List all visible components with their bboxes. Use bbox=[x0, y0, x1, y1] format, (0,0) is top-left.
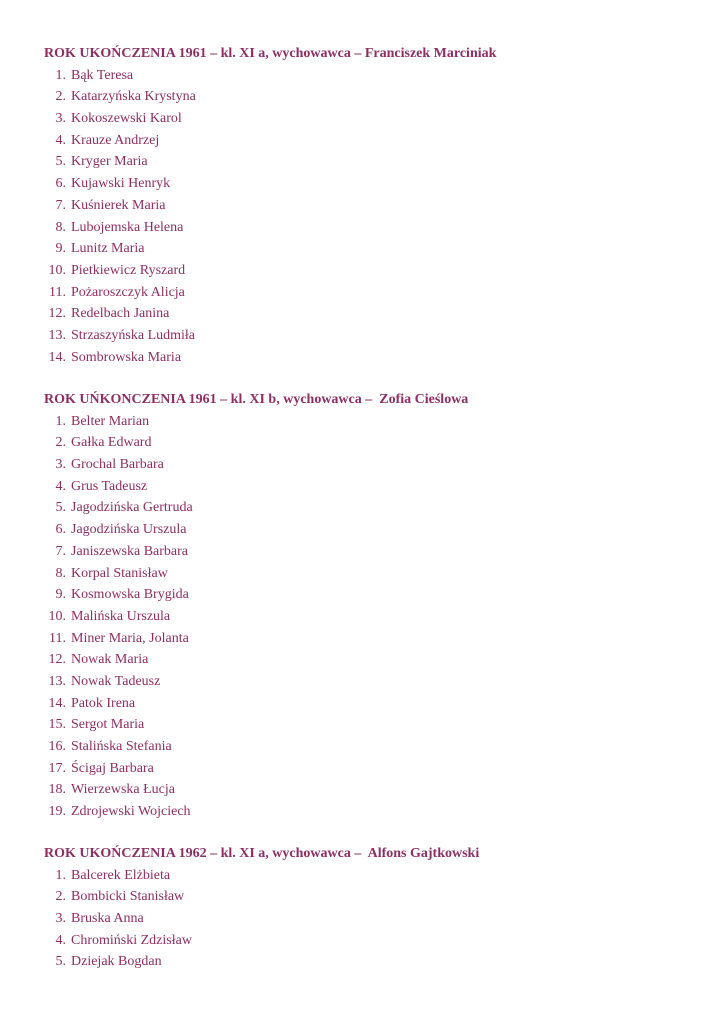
student-name: Kryger Maria bbox=[71, 154, 148, 170]
list-item bbox=[44, 173, 704, 195]
student-list bbox=[44, 411, 704, 823]
student-name: Kujawski Henryk bbox=[71, 176, 171, 192]
student-name: Krauze Andrzej bbox=[71, 132, 160, 148]
list-item-number: 4. bbox=[55, 932, 66, 948]
list-item-number: 10. bbox=[48, 608, 66, 624]
student-name: Gałka Edward bbox=[71, 435, 152, 451]
student-name: Patok Irena bbox=[71, 695, 136, 711]
student-name: Miner Maria, Jolanta bbox=[71, 630, 189, 646]
student-name: Grus Tadeusz bbox=[71, 478, 148, 494]
list-item bbox=[44, 628, 704, 650]
list-item-number: 17. bbox=[48, 760, 66, 776]
list-item-number: 2. bbox=[55, 889, 66, 905]
list-item-number: 5. bbox=[55, 154, 66, 170]
list-item-number: 12. bbox=[48, 306, 66, 322]
list-item-number: 6. bbox=[55, 176, 66, 192]
section-1961-xib bbox=[44, 389, 704, 823]
student-name: Ścigaj Barbara bbox=[71, 760, 154, 776]
student-name: Bruska Anna bbox=[71, 911, 144, 927]
student-name: Chromiński Zdzisław bbox=[71, 932, 192, 948]
student-name: Jagodzińska Urszula bbox=[71, 522, 187, 538]
student-name: Belter Marian bbox=[71, 413, 150, 429]
list-item bbox=[44, 886, 704, 908]
list-item bbox=[44, 758, 704, 780]
list-item bbox=[44, 930, 704, 952]
list-item-number: 5. bbox=[55, 500, 66, 516]
student-name: Bombicki Stanisław bbox=[71, 889, 185, 905]
student-name: Nowak Tadeusz bbox=[71, 673, 161, 689]
list-item-number: 9. bbox=[55, 241, 66, 257]
list-item bbox=[44, 584, 704, 606]
list-item-number: 19. bbox=[48, 804, 66, 820]
list-item bbox=[44, 649, 704, 671]
list-item bbox=[44, 151, 704, 173]
student-name: Balcerek Elżbieta bbox=[71, 867, 171, 883]
list-item bbox=[44, 951, 704, 973]
list-item bbox=[44, 260, 704, 282]
list-item-number: 3. bbox=[55, 457, 66, 473]
list-item-number: 11. bbox=[49, 284, 66, 300]
list-item-number: 11. bbox=[49, 630, 66, 646]
list-item-number: 8. bbox=[55, 219, 66, 235]
section-1961-xia bbox=[44, 43, 704, 368]
list-item-number: 12. bbox=[48, 652, 66, 668]
student-name: Jagodzińska Gertruda bbox=[71, 500, 193, 516]
list-item-number: 6. bbox=[55, 522, 66, 538]
section-1962-xia bbox=[44, 843, 704, 973]
list-item-number: 14. bbox=[48, 349, 66, 365]
student-name: Zdrojewski Wojciech bbox=[71, 804, 191, 820]
student-name: Dziejak Bogdan bbox=[71, 954, 162, 970]
list-item bbox=[44, 497, 704, 519]
list-item bbox=[44, 303, 704, 325]
list-item-number: 15. bbox=[48, 717, 66, 733]
list-item-number: 16. bbox=[48, 739, 66, 754]
student-name: Pietkiewicz Ryszard bbox=[71, 262, 186, 278]
list-item bbox=[44, 714, 704, 736]
list-item bbox=[44, 86, 704, 108]
list-item bbox=[44, 519, 704, 541]
list-item-number: 7. bbox=[55, 543, 66, 559]
student-name: Lunitz Maria bbox=[71, 241, 145, 257]
list-item-number: 18. bbox=[48, 782, 66, 798]
list-item bbox=[44, 606, 704, 628]
list-item bbox=[44, 671, 704, 693]
list-item-number: 3. bbox=[55, 911, 66, 927]
student-name: Katarzyńska Krystyna bbox=[71, 89, 196, 105]
list-item bbox=[44, 238, 704, 260]
list-item-number: 3. bbox=[55, 111, 66, 127]
list-item bbox=[44, 195, 704, 217]
list-item bbox=[44, 432, 704, 454]
student-name: Stalińska Stefania bbox=[71, 739, 172, 754]
list-item bbox=[44, 865, 704, 887]
list-item bbox=[44, 541, 704, 563]
list-item-number: 7. bbox=[55, 197, 66, 213]
student-name: Sergot Maria bbox=[71, 717, 145, 733]
section-heading: ROK UKOŃCZENIA 1962 – kl. XI a, wychowawca – Alfons Gajtkowski bbox=[44, 846, 480, 861]
student-name: Korpal Stanisław bbox=[71, 565, 168, 581]
list-item bbox=[44, 130, 704, 152]
list-item-number: 8. bbox=[55, 565, 66, 581]
list-item bbox=[44, 563, 704, 585]
list-item-number: 1. bbox=[55, 867, 66, 883]
list-item-number: 13. bbox=[48, 673, 66, 689]
student-name: Sombrowska Maria bbox=[71, 349, 182, 365]
student-name: Strzaszyńska Ludmiła bbox=[71, 327, 196, 343]
student-name: Redelbach Janina bbox=[71, 306, 170, 322]
list-item bbox=[44, 476, 704, 498]
student-name: Janiszewska Barbara bbox=[71, 543, 189, 559]
student-name: Wierzewska Łucja bbox=[71, 782, 175, 798]
list-item-number: 13. bbox=[48, 327, 66, 343]
list-item bbox=[44, 347, 704, 369]
student-name: Bąk Teresa bbox=[71, 67, 134, 83]
list-item bbox=[44, 454, 704, 476]
list-item bbox=[44, 108, 704, 130]
list-item-number: 2. bbox=[55, 89, 66, 105]
list-item-number: 4. bbox=[55, 132, 66, 148]
list-item bbox=[44, 411, 704, 433]
list-item bbox=[44, 282, 704, 304]
list-item bbox=[44, 65, 704, 87]
student-name: Grochal Barbara bbox=[71, 457, 164, 473]
student-name: Kosmowska Brygida bbox=[71, 587, 189, 603]
student-name: Pożaroszczyk Alicja bbox=[71, 284, 185, 300]
list-item-number: 10. bbox=[48, 262, 66, 278]
student-name: Nowak Maria bbox=[71, 652, 149, 668]
list-item bbox=[44, 801, 704, 823]
section-heading: ROK UŃKONCZENIA 1961 – kl. XI b, wychowawca – Zofia Cieślowa bbox=[44, 392, 469, 407]
section-heading: ROK UKOŃCZENIA 1961 – kl. XI a, wychowawca – Franciszek Marciniak bbox=[44, 46, 497, 61]
list-item bbox=[44, 325, 704, 347]
list-item-number: 2. bbox=[55, 435, 66, 451]
list-item-number: 1. bbox=[55, 413, 66, 429]
list-item bbox=[44, 217, 704, 239]
student-name: Lubojemska Helena bbox=[71, 219, 184, 235]
student-name: Kokoszewski Karol bbox=[71, 111, 182, 127]
list-item bbox=[44, 908, 704, 930]
list-item bbox=[44, 693, 704, 715]
student-name: Kuśnierek Maria bbox=[71, 197, 166, 213]
list-item-number: 9. bbox=[55, 587, 66, 603]
list-item-number: 5. bbox=[55, 954, 66, 970]
list-item-number: 1. bbox=[55, 67, 66, 83]
list-item bbox=[44, 779, 704, 801]
list-item-number: 4. bbox=[55, 478, 66, 494]
list-item bbox=[44, 736, 704, 758]
list-item-number: 14. bbox=[48, 695, 66, 711]
student-name: Malińska Urszula bbox=[71, 608, 171, 624]
student-list bbox=[44, 865, 704, 973]
student-list bbox=[44, 65, 704, 369]
